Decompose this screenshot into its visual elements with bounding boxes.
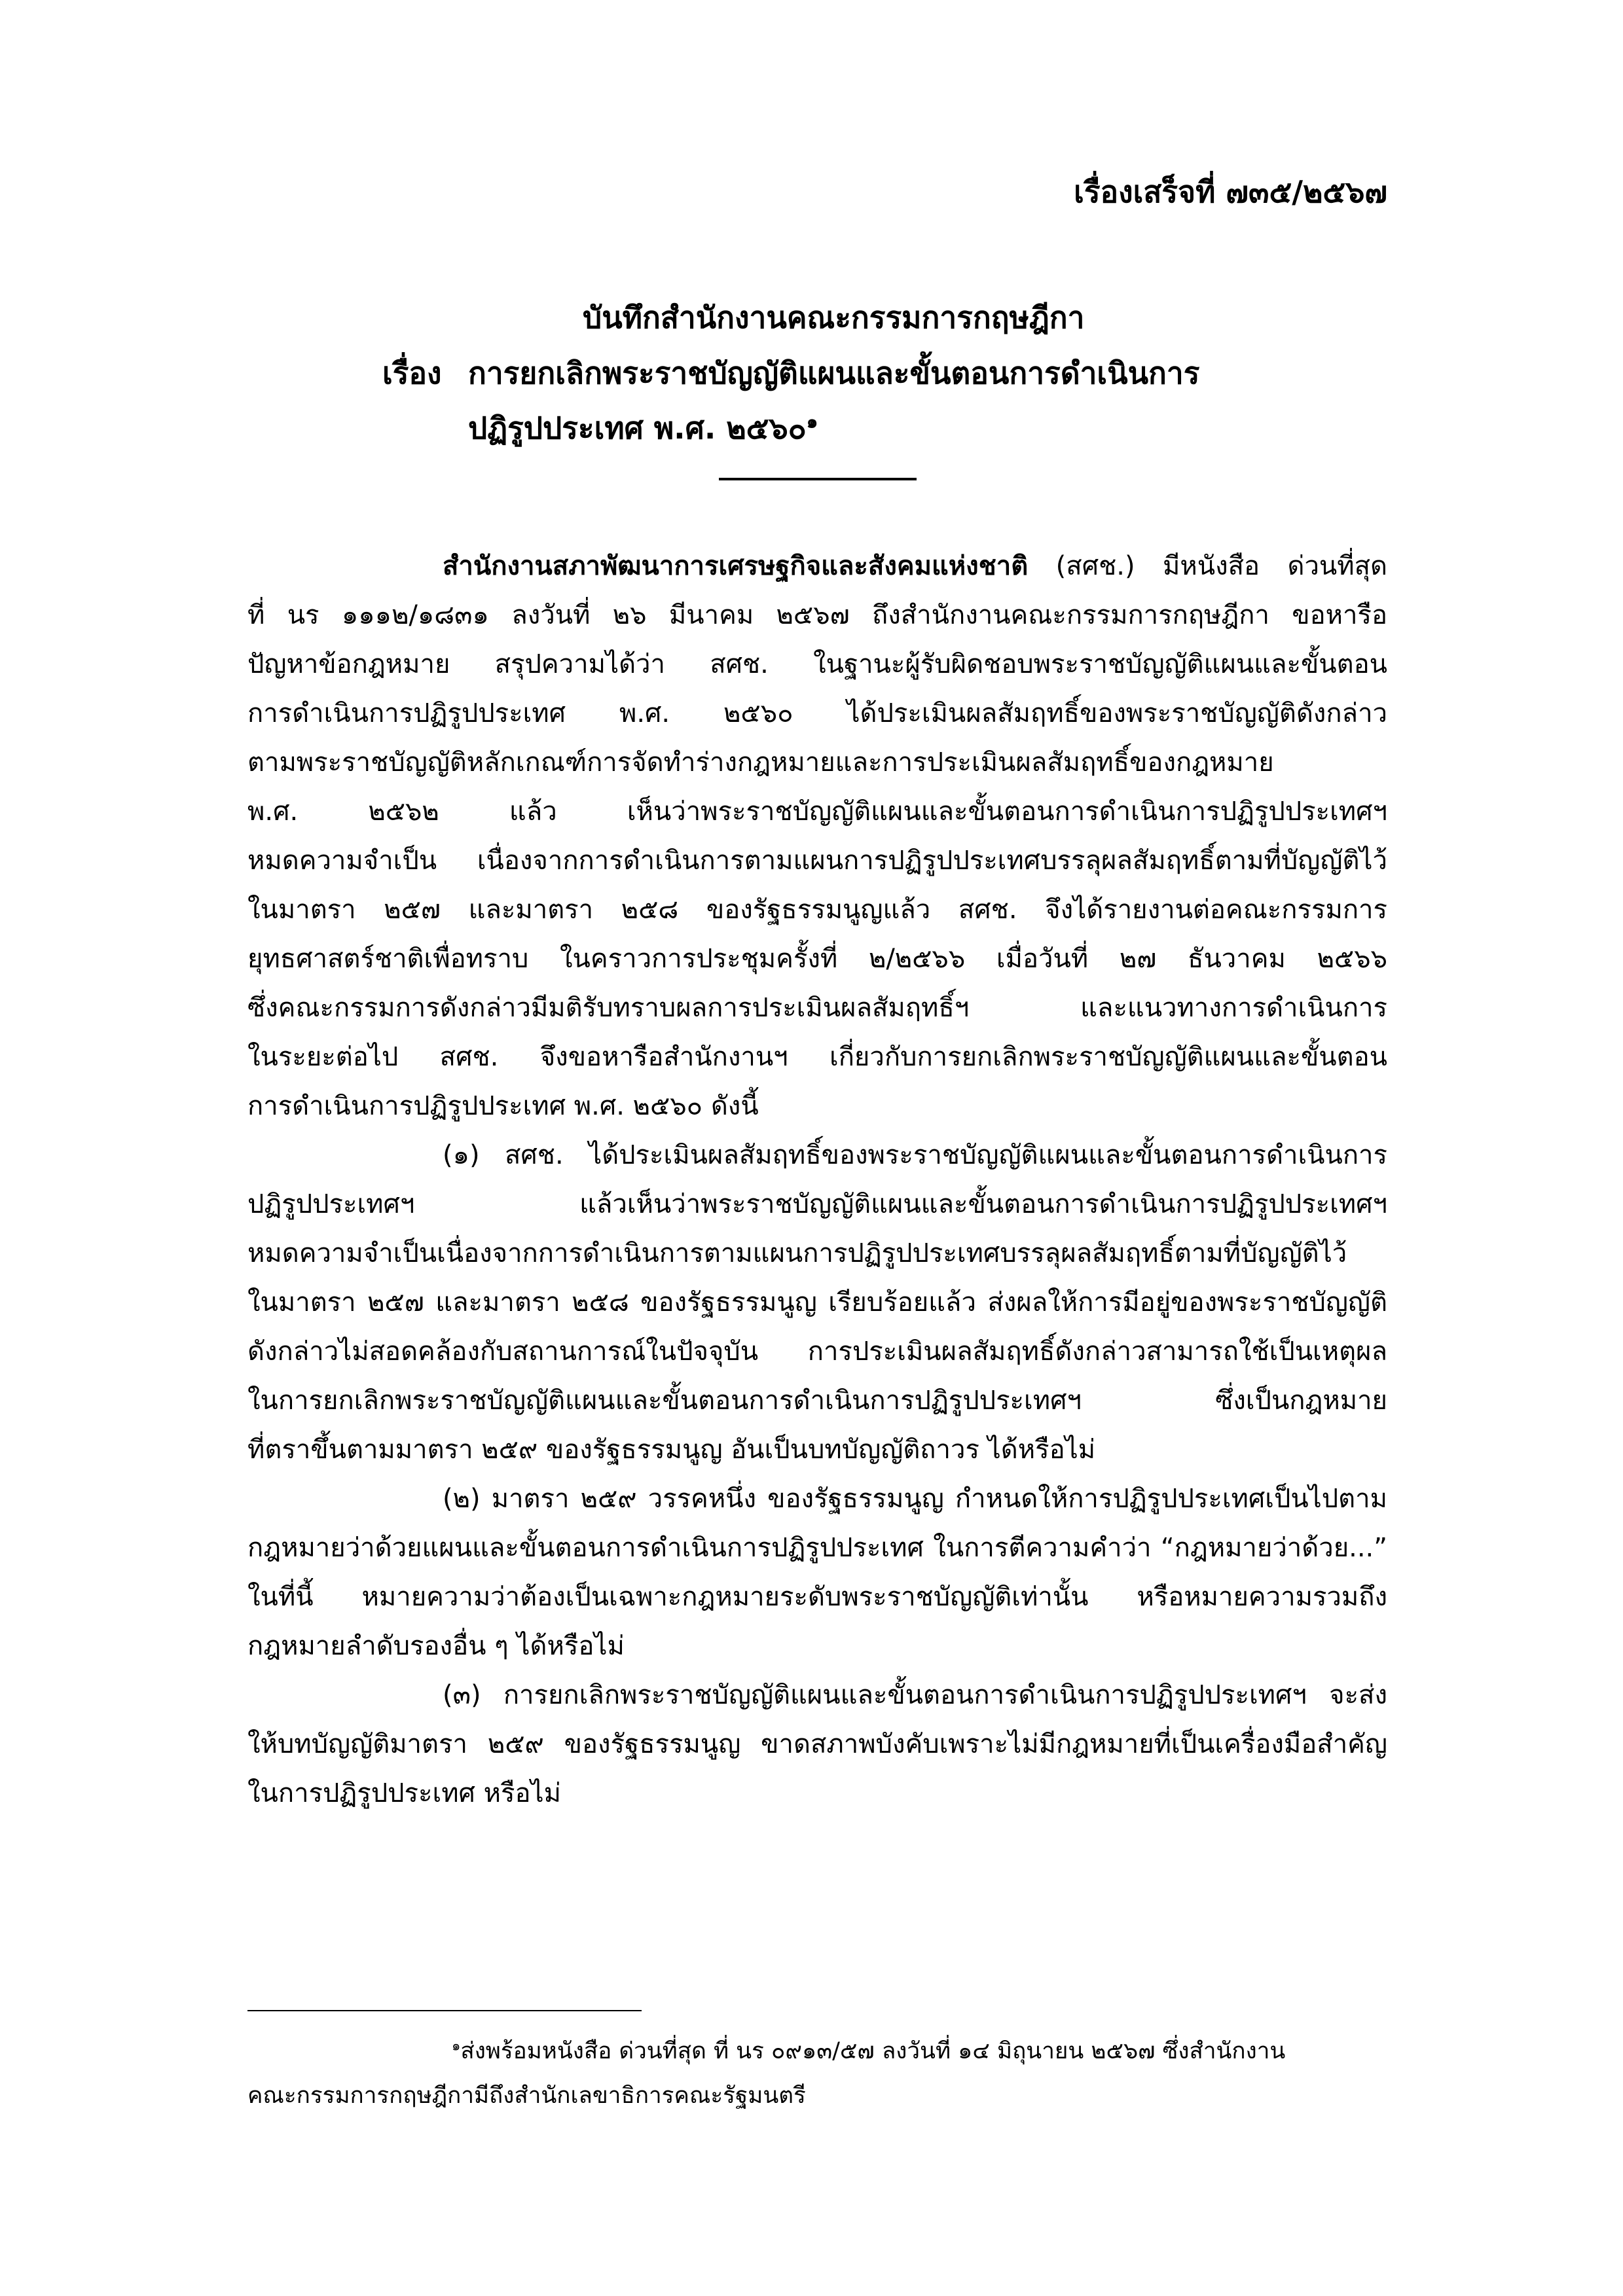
paragraph-line: ที่ นร ๑๑๑๒/๑๘๓๑ ลงวันที่ ๒๖ มีนาคม ๒๕๖๗ ถึงสำนักงานคณะกรรมการกฤษฎีกา ขอหารือ [247, 600, 1387, 630]
paragraph-line: ให้บทบัญญัติมาตรา ๒๕๙ ของรัฐธรรมนูญ ขาดสภาพบังคับเพราะไม่มีกฎหมายที่เป็นเครื่องมือสำคัญ [247, 1729, 1387, 1759]
paragraph-line: (๓) การยกเลิกพระราชบัญญัติแผนและขั้นตอนการดำเนินการปฏิรูปประเทศฯ จะส่ง [443, 1680, 1387, 1710]
subject-line-2 [468, 402, 818, 454]
paragraph-line: ในระยะต่อไป สศช. จึงขอหารือสำนักงานฯ เกี่ยวกับการยกเลิกพระราชบัญญัติแผนและขั้นตอน [247, 1042, 1387, 1072]
paragraph-line: การดำเนินการปฏิรูปประเทศ พ.ศ. ๒๕๖๐ ดังนี้ [247, 1091, 759, 1121]
paragraph-line: ในการยกเลิกพระราชบัญญัติแผนและขั้นตอนการดำเนินการปฏิรูปประเทศฯ ซึ่งเป็นกฎหมาย [247, 1386, 1387, 1416]
paragraph-line: ตามพระราชบัญญัติหลักเกณฑ์การจัดทำร่างกฎหมายและการประเมินผลสัมฤทธิ์ของกฎหมาย [247, 747, 1274, 778]
paragraph-line: หมดความจำเป็น เนื่องจากการดำเนินการตามแผนการปฏิรูปประเทศบรรลุผลสัมฤทธิ์ตามที่บัญญัติไว้ [247, 846, 1387, 876]
lead-text: (สศช.) มีหนังสือ ด่วนที่สุด [1028, 551, 1387, 581]
paragraph-line: ในที่นี้ หมายความว่าต้องเป็นเฉพาะกฎหมายระดับพระราชบัญญัติเท่านั้น หรือหมายความรวมถึง [247, 1582, 1387, 1612]
paragraph-line: ในมาตรา ๒๕๗ และมาตรา ๒๕๘ ของรัฐธรรมนูญแล้ว สศช. จึงได้รายงานต่อคณะกรรมการ [247, 895, 1387, 925]
paragraph-line: ในการปฏิรูปประเทศ หรือไม่ [247, 1778, 562, 1808]
paragraph-line: ปฏิรูปประเทศฯ แล้วเห็นว่าพระราชบัญญัติแผนและขั้นตอนการดำเนินการปฏิรูปประเทศฯ [247, 1189, 1387, 1219]
paragraph-line: (๒) มาตรา ๒๕๙ วรรคหนึ่ง ของรัฐธรรมนูญ กำหนดให้การปฏิรูปประเทศเป็นไปตาม [443, 1484, 1387, 1514]
title-divider [719, 478, 917, 480]
paragraph-line: กฎหมายลำดับรองอื่น ๆ ได้หรือไม่ [247, 1631, 625, 1661]
paragraph-line: หมดความจำเป็นเนื่องจากการดำเนินการตามแผนการปฏิรูปประเทศบรรลุผลสัมฤทธิ์ตามที่บัญญัติไว้ [247, 1238, 1347, 1268]
paragraph-line: การดำเนินการปฏิรูปประเทศ พ.ศ. ๒๕๖๐ ได้ประเมินผลสัมฤทธิ์ของพระราชบัญญัติดังกล่าว [247, 698, 1387, 728]
paragraph-line: (๑) สศช. ได้ประเมินผลสัมฤทธิ์ของพระราชบัญญัติแผนและขั้นตอนการดำเนินการ [443, 1140, 1387, 1170]
paragraph-line: ที่ตราขึ้นตามมาตรา ๒๕๙ ของรัฐธรรมนูญ อันเป็นบทบัญญัติถาวร ได้หรือไม่ [247, 1435, 1096, 1465]
paragraph-line: ดังกล่าวไม่สอดคล้องกับสถานการณ์ในปัจจุบัน การประเมินผลสัมฤทธิ์ดังกล่าวสามารถใช้เป็นเหตุผล [247, 1336, 1387, 1367]
memo-title: บันทึกสำนักงานคณะกรรมการกฤษฎีกา [583, 300, 1085, 335]
subject-line-2-text: ปฏิรูปประเทศ พ.ศ. ๒๕๖๐ [468, 410, 807, 446]
footnote-line-1 [452, 2030, 1285, 2073]
subject-line-1: การยกเลิกพระราชบัญญัติแผนและขั้นตอนการดำเนินการ [468, 355, 1200, 391]
paragraph-line: ปัญหาข้อกฎหมาย สรุปความได้ว่า สศช. ในฐานะผู้รับผิดชอบพระราชบัญญัติแผนและขั้นตอน [247, 649, 1387, 679]
paragraph-line: กฎหมายว่าด้วยแผนและขั้นตอนการดำเนินการปฏิรูปประเทศ ในการตีความคำว่า “กฎหมายว่าด้วย...” [247, 1533, 1387, 1563]
organization-name: สำนักงานสภาพัฒนาการเศรษฐกิจและสังคมแห่งชาติ [443, 551, 1029, 581]
paragraph-line: พ.ศ. ๒๕๖๒ แล้ว เห็นว่าพระราชบัญญัติแผนและขั้นตอนการดำเนินการปฏิรูปประเทศฯ [247, 797, 1387, 827]
footnote-text-1: ส่งพร้อมหนังสือ ด่วนที่สุด ที่ นร ๐๙๑๓/๕๗ ลงวันที่ ๑๔ มิถุนายน ๒๕๖๗ ซึ่งสำนักงาน [460, 2038, 1286, 2064]
paragraph-line: ในมาตรา ๒๕๗ และมาตรา ๒๕๘ ของรัฐธรรมนูญ เรียบร้อยแล้ว ส่งผลให้การมีอยู่ของพระราชบัญญัติ [247, 1287, 1387, 1318]
footnote-divider [247, 2010, 642, 2011]
paragraph-line: ยุทธศาสตร์ชาติเพื่อทราบ ในคราวการประชุมครั้งที่ ๒/๒๕๖๖ เมื่อวันที่ ๒๗ ธันวาคม ๒๕๖๖ [247, 944, 1387, 974]
footnote-mark: ๑ [452, 2037, 461, 2054]
paragraph-line: ซึ่งคณะกรรมการดังกล่าวมีมติรับทราบผลการประเมินผลสัมฤทธิ์ฯ และแนวทางการดำเนินการ [247, 993, 1387, 1023]
paragraph-line [443, 542, 1387, 591]
subject-label: เรื่อง [382, 355, 442, 391]
footnote-reference[interactable]: ๑ [806, 410, 818, 433]
footnote-line-2: คณะกรรมการกฤษฎีกามีถึงสำนักเลขาธิการคณะรัฐมนตรี [247, 2083, 806, 2109]
document-number: เรื่องเสร็จที่ ๗๓๕/๒๕๖๗ [1074, 174, 1387, 209]
